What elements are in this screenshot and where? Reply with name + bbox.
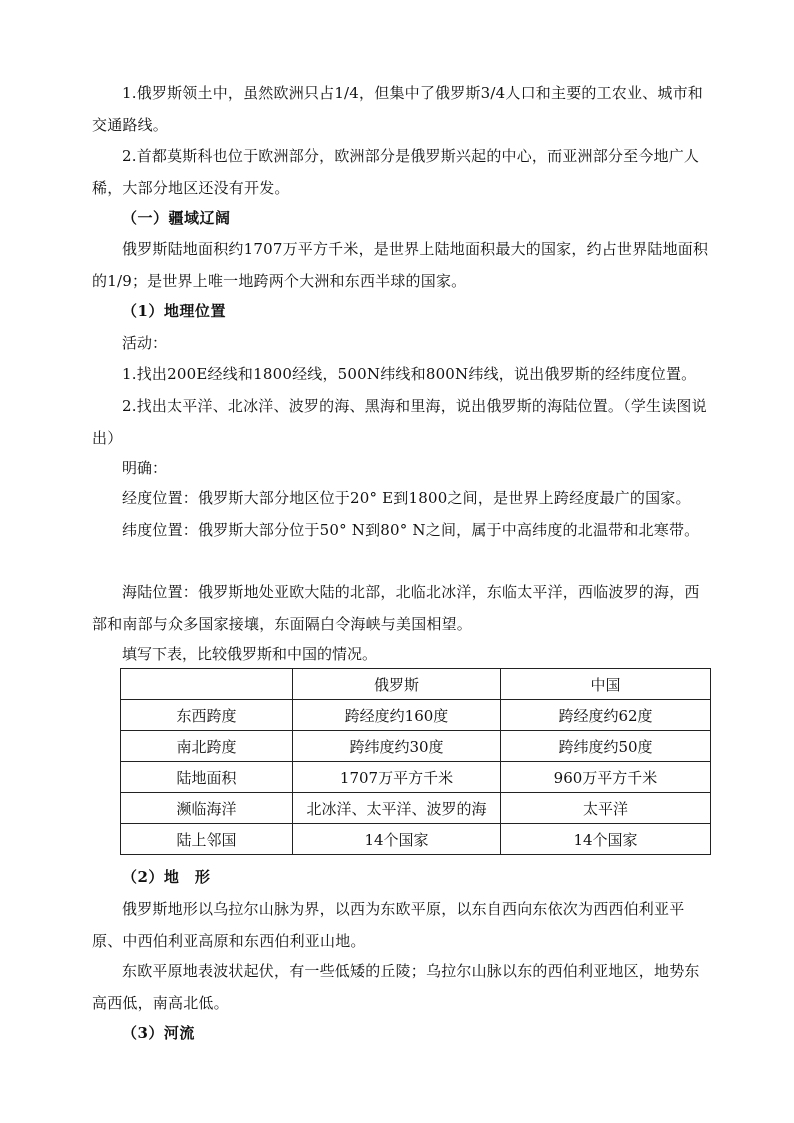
table-intro: 填写下表，比较俄罗斯和中国的情况。 xyxy=(122,645,378,663)
table-cell: 陆地面积 xyxy=(121,762,293,793)
label-activity: 活动： xyxy=(122,334,168,352)
heading-rivers: （3）河流 xyxy=(122,1024,195,1042)
table-cell: 北冰洋、太平洋、波罗的海 xyxy=(293,793,501,824)
paragraph-europe-population: 1.俄罗斯领土中，虽然欧洲只占1/4，但集中了俄罗斯3/4人口和主要的工农业、城市和交通路线。 xyxy=(92,84,703,134)
table-cell: 跨纬度约30度 xyxy=(293,731,501,762)
table-cell: 太平洋 xyxy=(501,793,711,824)
table-cell: 濒临海洋 xyxy=(121,793,293,824)
table-cell: 跨经度约160度 xyxy=(293,700,501,731)
table-row xyxy=(121,793,711,824)
heading-vast-territory: （一）疆域辽阔 xyxy=(122,209,231,227)
paragraph-latitude: 纬度位置：俄罗斯大部分位于50° N到80° N之间，属于中高纬度的北温带和北寒带。 xyxy=(122,521,700,539)
heading-geographic-location: （1）地理位置 xyxy=(122,302,226,320)
table-row xyxy=(121,762,711,793)
paragraph-land-sea: 海陆位置：俄罗斯地处亚欧大陆的北部，北临北冰洋，东临太平洋，西临波罗的海，西部和南部与众多国家接壤，东面隔白令海峡与美国相望。 xyxy=(92,583,700,633)
comparison-table xyxy=(120,668,711,855)
paragraph-terrain-overview: 俄罗斯地形以乌拉尔山脉为界，以西为东欧平原，以东自西向东依次为西西伯利亚平原、中西伯利亚高原和东西伯利亚山地。 xyxy=(92,900,685,950)
paragraph-terrain-detail: 东欧平原地表波状起伏，有一些低矮的丘陵；乌拉尔山脉以东的西伯利亚地区，地势东高西低，南高北低。 xyxy=(92,962,700,1012)
table-row xyxy=(121,700,711,731)
table-cell: 跨纬度约50度 xyxy=(501,731,711,762)
activity-item-1: 1.找出200E经线和1800经线，500N纬线和800N纬线，说出俄罗斯的经纬度位置。 xyxy=(122,365,697,383)
table-cell: 陆上邻国 xyxy=(121,824,293,855)
paragraph-capital-moscow: 2.首都莫斯科也位于欧洲部分，欧洲部分是俄罗斯兴起的中心，而亚洲部分至今地广人稀，大部分地区还没有开发。 xyxy=(92,147,700,197)
table-cell: 1707万平方千米 xyxy=(293,762,501,793)
paragraph-longitude: 经度位置：俄罗斯大部分地区位于20° E到1800之间，是世界上跨经度最广的国家。 xyxy=(122,489,691,507)
table-cell: 14个国家 xyxy=(501,824,711,855)
paragraph-land-area: 俄罗斯陆地面积约1707万平方千米，是世界上陆地面积最大的国家，约占世界陆地面积的1/9；是世界上唯一地跨两个大洲和东西半球的国家。 xyxy=(92,240,709,290)
table-cell: 960万平方千米 xyxy=(501,762,711,793)
table-cell: 南北跨度 xyxy=(121,731,293,762)
label-clarify: 明确： xyxy=(122,459,168,477)
table-header-cell: 俄罗斯 xyxy=(293,669,501,700)
table-row xyxy=(121,824,711,855)
table-cell: 14个国家 xyxy=(293,824,501,855)
table-header-cell xyxy=(121,669,293,700)
heading-terrain: （2）地 形 xyxy=(122,868,211,886)
activity-item-2: 2.找出太平洋、北冰洋、波罗的海、黑海和里海，说出俄罗斯的海陆位置。（学生读图说出） xyxy=(92,397,707,447)
table-row xyxy=(121,731,711,762)
table-header-row xyxy=(121,669,711,700)
table-cell: 东西跨度 xyxy=(121,700,293,731)
table-header-cell: 中国 xyxy=(501,669,711,700)
table-cell: 跨经度约62度 xyxy=(501,700,711,731)
